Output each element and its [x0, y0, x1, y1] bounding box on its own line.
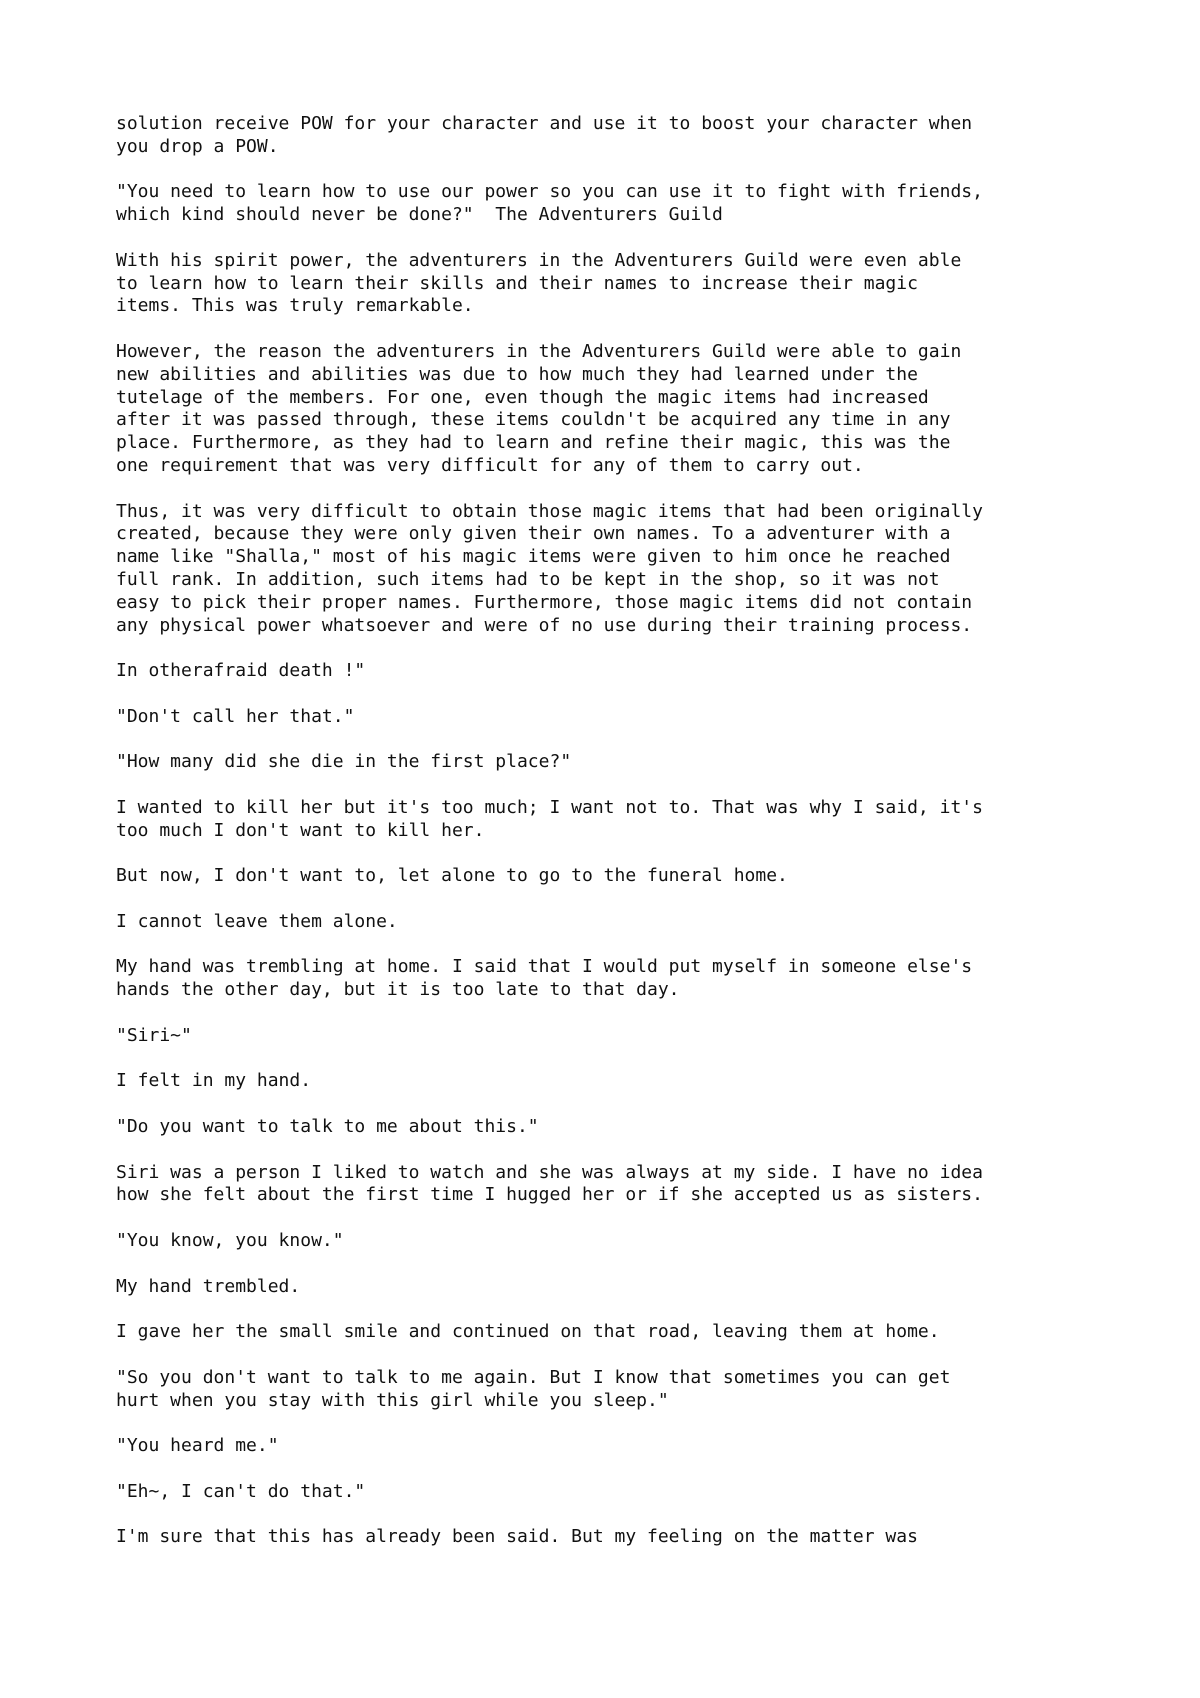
paragraph: Siri was a person I liked to watch and she was always at my side. I have no idea how she felt about the first time I hugged her or if she accepted us as sisters.	[116, 1161, 983, 1206]
paragraph: "So you don't want to talk to me again. But I know that sometimes you can get hurt when you stay with this girl while you sleep."	[116, 1366, 951, 1411]
paragraph: Thus, it was very difficult to obtain those magic items that had been originally created, because they were only given their own names. To a adventurer with a name like "Shalla," most of his magic items were given to him once he reached full rank. In addition, such items had to be kept in the shop, so it was not easy to pick their proper names. Furthermore, those magic items did not contain any physical power whatsoever and were of no use during their training process.	[116, 500, 983, 636]
paragraph: "How many did she die in the first place?"	[116, 751, 572, 773]
paragraph: With his spirit power, the adventurers in the Adventurers Guild were even able to learn how to learn their skills and their names to increase their magic items. This was truly remarkable.	[116, 249, 962, 317]
paragraph: "You need to learn how to use our power so you can use it to fight with friends, which kind should never be done?" The Adventurers Guild	[116, 181, 983, 226]
document-page	[116, 113, 1126, 1572]
paragraph: I cannot leave them alone.	[116, 910, 398, 932]
paragraph: I'm sure that this has already been said. But my feeling on the matter was	[116, 1526, 918, 1548]
paragraph: I felt in my hand.	[116, 1070, 312, 1092]
paragraph: "Eh~, I can't do that."	[116, 1480, 366, 1502]
paragraph: But now, I don't want to, let alone to go to the funeral home.	[116, 865, 788, 887]
paragraph: My hand trembled.	[116, 1275, 301, 1297]
paragraph: "Do you want to talk to me about this."	[116, 1116, 539, 1138]
paragraph: However, the reason the adventurers in the Adventurers Guild were able to gain new abilities and abilities was due to how much they had learned under the tutelage of the members. For one, even though the magic items had increased after it was passed through, these items couldn't be acquired any time in any place. Furthermore, as they had to learn and refine their magic, this was the one requirement that was very difficult for any of them to carry out.	[116, 340, 962, 476]
paragraph: "Siri~"	[116, 1024, 192, 1046]
paragraph: "You know, you know."	[116, 1230, 344, 1252]
paragraph: I gave her the small smile and continued on that road, leaving them at home.	[116, 1321, 940, 1343]
paragraph: I wanted to kill her but it's too much; I want not to. That was why I said, it's too much I don't want to kill her.	[116, 796, 983, 841]
paragraph: My hand was trembling at home. I said that I would put myself in someone else's hands the other day, but it is too late to that day.	[116, 956, 973, 1001]
paragraph: "Don't call her that."	[116, 705, 355, 727]
paragraph: In otherafraid death !"	[116, 660, 366, 682]
paragraph: "You heard me."	[116, 1435, 279, 1457]
paragraph: solution receive POW for your character and use it to boost your character when you drop a POW.	[116, 113, 973, 157]
